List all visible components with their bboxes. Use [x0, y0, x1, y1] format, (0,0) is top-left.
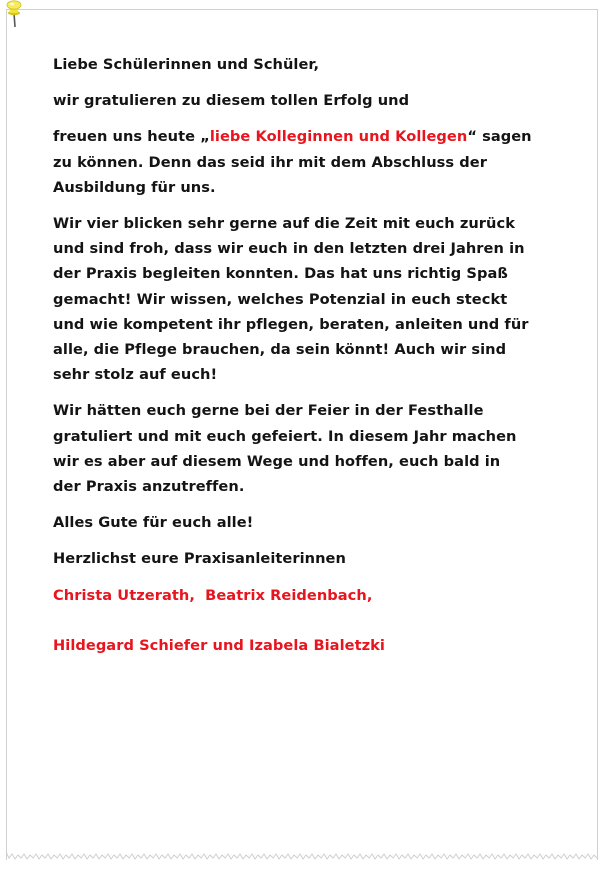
- colleagues-highlight: liebe Kolleginnen und Kollegen: [209, 128, 468, 146]
- colleagues-text-before: freuen uns heute „: [53, 128, 210, 146]
- torn-paper-edge: [0, 852, 600, 869]
- letter-paragraph-colleagues: [53, 124, 533, 200]
- colleagues-text-after: “ sagen zu können. Denn das seid ihr mit dem Abschluss der Ausbildung für uns.: [53, 128, 532, 196]
- signature-names-line-1: Christa Utzerath, Beatrix Reidenbach,: [53, 586, 373, 604]
- signature-names-line-2: Hildegard Schiefer und Izabela Bialetzki: [53, 636, 385, 654]
- pushpin-icon: [2, 0, 24, 28]
- letter-paragraph-reflection: Wir vier blicken sehr gerne auf die Zeit mit euch zurück und sind froh, dass wir euch in den letzten drei Jahren in der Praxis begleiten konnten. Das hat uns richtig Spaß gemacht! Wir wissen, welches Potenzial in euch steckt und wie kompetent ihr pflegen, beraten, anleiten und für alle, die Pflege brauchen, da sein könnt! Auch wir sind sehr stolz auf euch!: [53, 215, 529, 384]
- letter-closing: Herzlichst eure Praxisanleiterinnen: [53, 550, 346, 568]
- letter-paragraph-celebration: Wir hätten euch gerne bei der Feier in der Festhalle gratuliert und mit euch gefeiert. In diesem Jahr machen wir es aber auf diesem Wege und hoffen, euch bald in der Praxis anzutreffen.: [53, 402, 517, 496]
- letter-body: [53, 52, 533, 683]
- letter-wishes: Alles Gute für euch alle!: [53, 514, 254, 532]
- letter-congrats-line: wir gratulieren zu diesem tollen Erfolg und: [53, 92, 410, 110]
- letter-greeting: Liebe Schülerinnen und Schüler,: [53, 56, 320, 73]
